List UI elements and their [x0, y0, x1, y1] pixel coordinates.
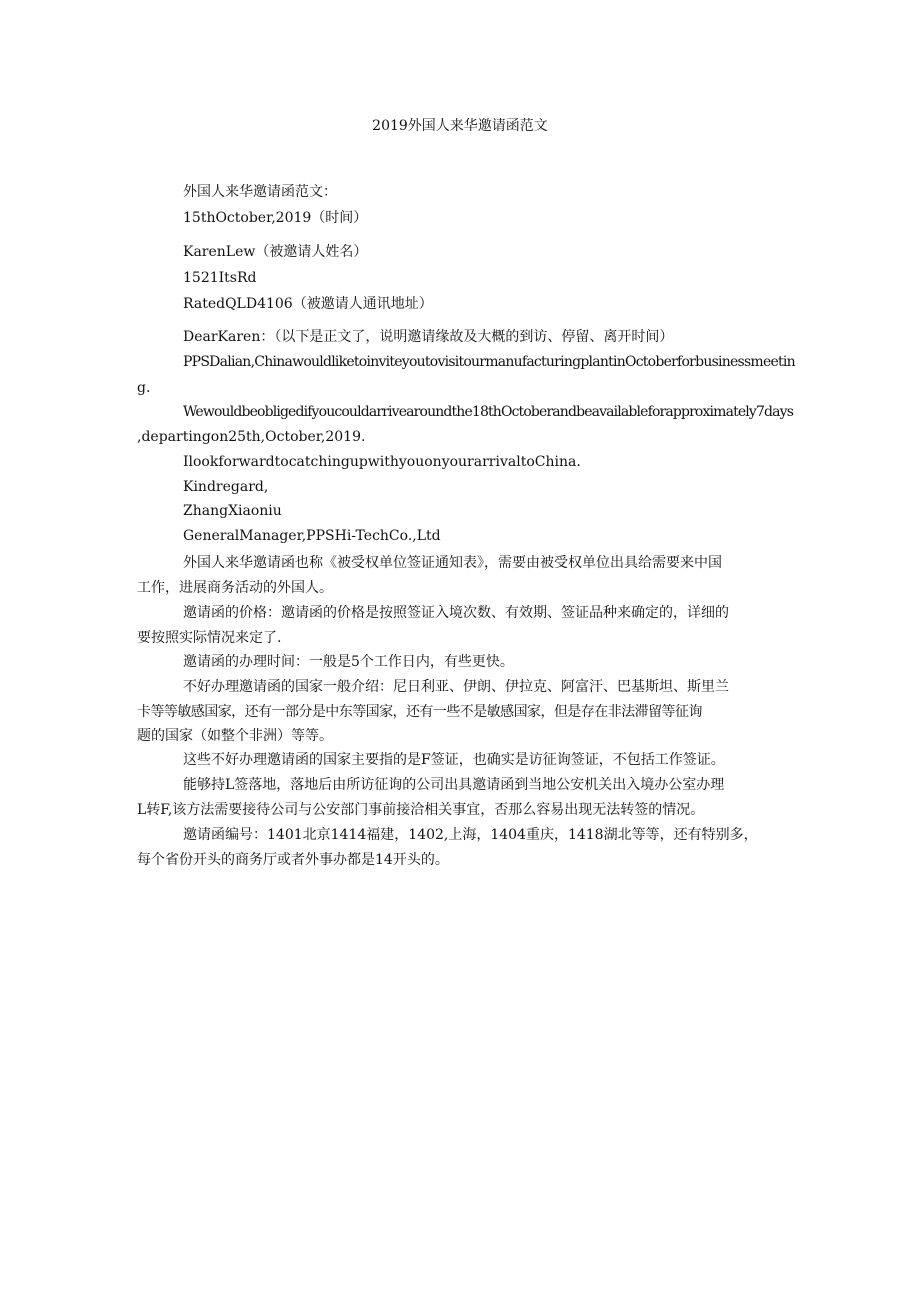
paragraph-7-line-2: 每个省份开头的商务厅或者外事办都是14开头的。 [137, 852, 449, 868]
paragraph-4-line-3: 题的国家（如整个非洲）等等。 [137, 728, 333, 744]
paragraph-2-line-1: 邀请函的价格：邀请函的价格是按照签证入境次数、有效期、签证品种来确定的，详细的 [183, 605, 729, 621]
body-paragraph-1-line-1: PPSDalian,ChinawouldliketoinviteyoutovisitourmanufacturingplantinOctoberforbusinessmeetin [183, 354, 795, 370]
address-line-2: RatedQLD4106（被邀请人通讯地址） [183, 296, 433, 312]
letter-heading: 外国人来华邀请函范文： [183, 184, 337, 200]
body-paragraph-1-line-2: g. [137, 380, 151, 396]
salutation: DearKaren：（以下是正文了，说明邀请缘故及大概的到访、停留、离开时间） [183, 329, 674, 345]
paragraph-1-line-1: 外国人来华邀请函也称《被受权单位签证通知表》，需要由被受权单位出具给需要来中国 [183, 555, 722, 571]
address-line-1: 1521ItsRd [183, 270, 257, 286]
body-paragraph-2-line-2: ,departingon25th,October,2019. [137, 429, 366, 445]
signer-name: ZhangXiaoniu [183, 503, 282, 519]
paragraph-1-line-2: 工作，进展商务活动的外国人。 [137, 580, 333, 596]
paragraph-4-line-2: 卡等等敏感国家，还有一部分是中东等国家，还有一些不是敏感国家，但是存在非法滞留等征询 [137, 704, 702, 720]
paragraph-6-line-2: L转F,该方法需要接待公司与公安部门事前接洽相关事宜，否那么容易出现无法转签的情况。 [137, 802, 705, 818]
paragraph-2-line-2: 要按照实际情况来定了. [137, 630, 282, 646]
document-title: 2019外国人来华邀请函范文 [372, 118, 548, 134]
letter-date: 15thOctober,2019（时间） [183, 210, 368, 226]
body-paragraph-2-line-1: Wewouldbeobligedifyoucouldarrivearoundthe18thOctoberandbeavailableforapproximately7days [183, 404, 794, 420]
paragraph-3: 邀请函的办理时间：一般是5个工作日内，有些更快。 [183, 654, 514, 670]
recipient-name: KarenLew（被邀请人姓名） [183, 244, 368, 260]
paragraph-4-line-1: 不好办理邀请函的国家一般介绍：尼日利亚、伊朗、伊拉克、阿富汗、巴基斯坦、斯里兰 [183, 679, 729, 695]
paragraph-5: 这些不好办理邀请函的国家主要指的是F签证，也确实是访征询签证，不包括工作签证。 [183, 752, 725, 768]
body-paragraph-3: IlookforwardtocatchingupwithyouonyourarrivaltoChina. [183, 454, 581, 470]
closing: Kindregard, [183, 479, 269, 495]
paragraph-7-line-1: 邀请函编号：1401北京1414福建，1402,上海，1404重庆，1418湖北等等，还有特别多， [183, 827, 758, 843]
paragraph-6-line-1: 能够持L签落地，落地后由所访征询的公司出具邀请函到当地公安机关出入境办公室办理 [183, 777, 725, 793]
signer-title: GeneralManager,PPSHi-TechCo.,Ltd [183, 528, 441, 544]
